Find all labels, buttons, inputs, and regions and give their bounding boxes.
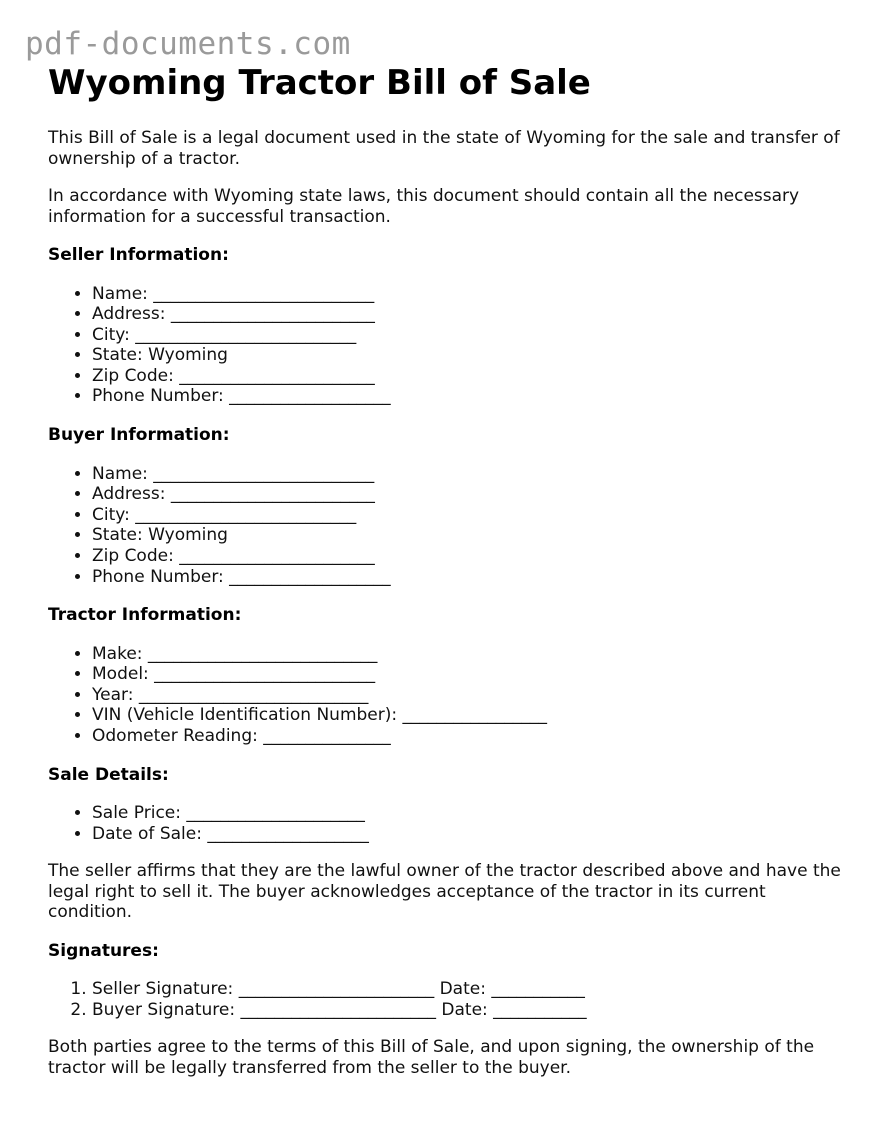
buyer-signature-field: 2. Buyer Signature: _______________________ Date: ___________ — [92, 1000, 848, 1021]
tractor-make-field: • Make: ___________________________ — [92, 644, 848, 665]
seller-name-field: • Name: __________________________ — [92, 284, 848, 305]
seller-heading: Seller Information: — [48, 245, 229, 265]
tractor-heading: Tractor Information: — [48, 605, 242, 626]
signatures-heading: Signatures: — [48, 940, 159, 961]
sale-price-field: • Sale Price: _____________________ — [92, 803, 848, 824]
tractor-list — [48, 644, 848, 747]
tractor-odometer-field: • Odometer Reading: _______________ — [92, 726, 848, 747]
buyer-heading: Buyer Information: — [48, 425, 230, 446]
watermark-text: pdf-documents.com — [25, 26, 351, 62]
intro-paragraph-1: This Bill of Sale is a legal document used in the state of Wyoming for the sale and transfer of ownership of a tractor. — [48, 128, 840, 169]
document-body — [48, 62, 848, 1078]
tractor-model-field: • Model: __________________________ — [92, 664, 848, 685]
tractor-vin-field: • VIN (Vehicle Identification Number): _________________ — [92, 705, 848, 726]
buyer-city-field: • City: __________________________ — [92, 505, 848, 526]
sale-date-field: • Date of Sale: ___________________ — [92, 824, 848, 845]
document-title: Wyoming Tractor Bill of Sale — [48, 63, 591, 103]
seller-state-field: • State: Wyoming — [92, 345, 848, 366]
buyer-list — [48, 464, 848, 588]
seller-zip-field: • Zip Code: _______________________ — [92, 366, 848, 387]
closing-paragraph: Both parties agree to the terms of this Bill of Sale, and upon signing, the ownership of the tractor will be legally transferred from the seller to the buyer. — [48, 1037, 815, 1078]
seller-list — [48, 284, 848, 408]
sale-list — [48, 803, 848, 844]
seller-signature-field: 1. Seller Signature: _______________________ Date: ___________ — [92, 979, 848, 1000]
buyer-phone-field: • Phone Number: ___________________ — [92, 567, 848, 588]
seller-phone-field: • Phone Number: ___________________ — [92, 386, 848, 407]
buyer-name-field: • Name: __________________________ — [92, 464, 848, 485]
tractor-year-field: • Year: ___________________________ — [92, 685, 848, 706]
signatures-list — [48, 979, 848, 1020]
seller-city-field: • City: __________________________ — [92, 325, 848, 346]
affirmation-paragraph: The seller affirms that they are the lawful owner of the tractor described above and have the legal right to sell it. The buyer acknowledges acceptance of the tractor in its current condition. — [48, 861, 841, 923]
sale-heading: Sale Details: — [48, 764, 169, 785]
seller-address-field: • Address: ________________________ — [92, 304, 848, 325]
intro-paragraph-2: In accordance with Wyoming state laws, this document should contain all the necessary information for a successful transaction. — [48, 186, 800, 227]
buyer-zip-field: • Zip Code: _______________________ — [92, 546, 848, 567]
buyer-state-field: • State: Wyoming — [92, 525, 848, 546]
buyer-address-field: • Address: ________________________ — [92, 484, 848, 505]
